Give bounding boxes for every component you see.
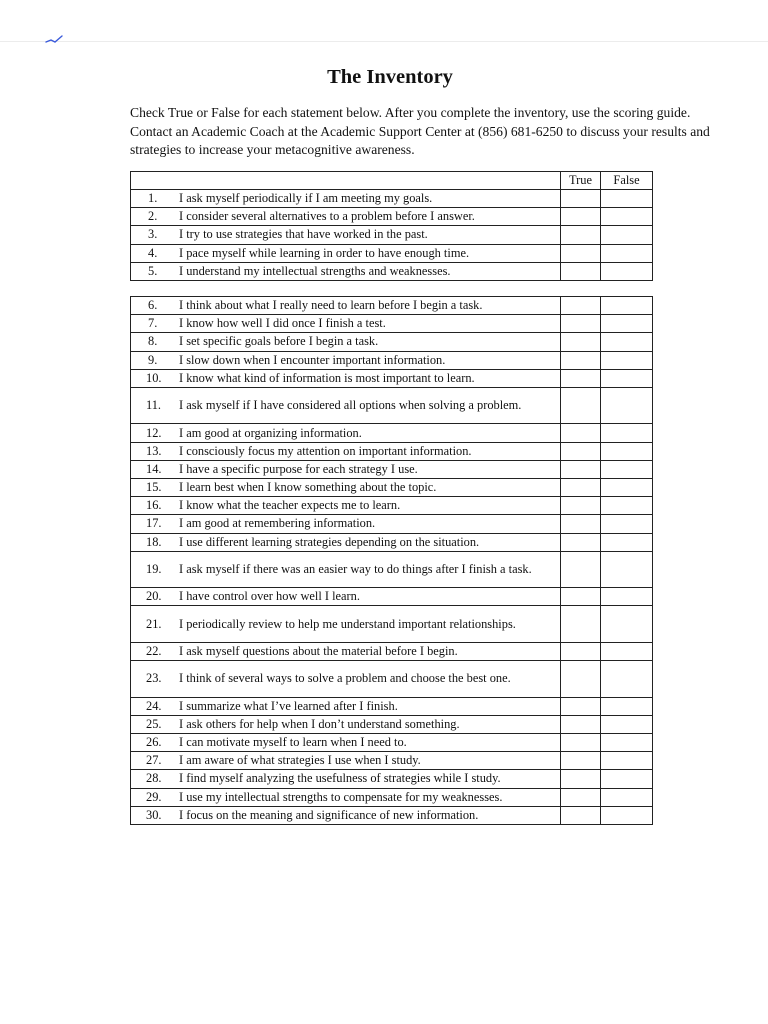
false-checkbox-cell[interactable] [601, 226, 653, 244]
table-header-row [131, 172, 653, 190]
statement-number: 24. [146, 698, 162, 713]
false-checkbox-cell[interactable] [601, 533, 653, 551]
true-checkbox-cell[interactable] [561, 262, 601, 280]
statement-text: I have a specific purpose for each strategy I use. [179, 461, 418, 476]
table-row [131, 208, 653, 226]
statement-text: I ask others for help when I don’t understand something. [179, 716, 460, 731]
statement-cell [131, 424, 561, 442]
true-checkbox-cell[interactable] [561, 770, 601, 788]
statement-cell [131, 262, 561, 280]
statement-cell [131, 715, 561, 733]
false-checkbox-cell[interactable] [601, 387, 653, 424]
statement-text: I find myself analyzing the usefulness of strategies while I study. [179, 771, 501, 786]
statement-cell [131, 588, 561, 606]
table-row [131, 424, 653, 442]
table-row [131, 770, 653, 788]
false-checkbox-cell[interactable] [601, 588, 653, 606]
statement [131, 226, 560, 243]
false-checkbox-cell[interactable] [601, 262, 653, 280]
statement-number: 6. [148, 298, 158, 313]
false-checkbox-cell[interactable] [601, 515, 653, 533]
statement-cell [131, 351, 561, 369]
statement-number: 7. [148, 316, 158, 331]
statement-cell [131, 442, 561, 460]
statement [131, 670, 560, 687]
inventory-table-body-1 [131, 172, 653, 281]
statement-cell [131, 190, 561, 208]
table-row [131, 262, 653, 280]
false-checkbox-cell[interactable] [601, 244, 653, 262]
table-row [131, 479, 653, 497]
true-checkbox-cell[interactable] [561, 515, 601, 533]
statement-number: 17. [146, 516, 162, 531]
statement-text: I know what kind of information is most important to learn. [179, 370, 475, 385]
table-row [131, 190, 653, 208]
statement-cell [131, 479, 561, 497]
statement [131, 315, 560, 332]
inventory-table-body-2 [131, 297, 653, 825]
table-row [131, 297, 653, 315]
true-checkbox-cell[interactable] [561, 442, 601, 460]
statement-text: I try to use strategies that have worked in the past. [179, 227, 428, 242]
statement-number: 21. [146, 616, 162, 631]
table-row [131, 387, 653, 424]
header-statement-cell [131, 172, 561, 190]
true-checkbox-cell[interactable] [561, 588, 601, 606]
statement [131, 616, 560, 633]
true-checkbox-cell[interactable] [561, 387, 601, 424]
statement [131, 370, 560, 387]
false-checkbox-cell[interactable] [601, 424, 653, 442]
false-checkbox-cell[interactable] [601, 333, 653, 351]
statement-cell [131, 788, 561, 806]
statement-cell [131, 606, 561, 643]
true-checkbox-cell[interactable] [561, 715, 601, 733]
statement [131, 752, 560, 769]
statement [131, 534, 560, 551]
statement-number: 9. [148, 352, 158, 367]
true-checkbox-cell[interactable] [561, 297, 601, 315]
statement-number: 11. [146, 398, 162, 413]
false-checkbox-cell[interactable] [601, 479, 653, 497]
statement-text: I slow down when I encounter important information. [179, 352, 446, 367]
statement-cell [131, 533, 561, 551]
table-row [131, 515, 653, 533]
statement-text: I ask myself questions about the material before I begin. [179, 644, 458, 659]
statement-text: I use different learning strategies depending on the situation. [179, 534, 480, 549]
statement-cell [131, 515, 561, 533]
true-checkbox-cell[interactable] [561, 424, 601, 442]
true-checkbox-cell[interactable] [561, 697, 601, 715]
statement-number: 27. [146, 753, 162, 768]
statement [131, 461, 560, 478]
statement-number: 12. [146, 425, 162, 440]
table-row [131, 497, 653, 515]
inventory-table-part-2 [130, 296, 653, 825]
statement [131, 588, 560, 605]
true-checkbox-cell[interactable] [561, 606, 601, 643]
statement-number: 28. [146, 771, 162, 786]
statement-text: I use my intellectual strengths to compensate for my weaknesses. [179, 789, 503, 804]
table-row [131, 551, 653, 588]
statement-text: I am aware of what strategies I use when I study. [179, 753, 421, 768]
statement [131, 397, 560, 414]
statement-text: I consciously focus my attention on important information. [179, 443, 472, 458]
table-row [131, 351, 653, 369]
table-row [131, 442, 653, 460]
statement-number: 20. [146, 589, 162, 604]
true-checkbox-cell[interactable] [561, 460, 601, 478]
false-checkbox-cell[interactable] [601, 460, 653, 478]
statement-text: I can motivate myself to learn when I need to. [179, 735, 407, 750]
statement-text: I consider several alternatives to a problem before I answer. [179, 209, 475, 224]
statement [131, 807, 560, 824]
statement-number: 18. [146, 534, 162, 549]
table-row [131, 606, 653, 643]
true-checkbox-cell[interactable] [561, 497, 601, 515]
statement-cell [131, 752, 561, 770]
statement-text: I ask myself if I have considered all options when solving a problem. [179, 398, 522, 413]
false-checkbox-cell[interactable] [601, 442, 653, 460]
false-checkbox-cell[interactable] [601, 715, 653, 733]
statement [131, 479, 560, 496]
true-checkbox-cell[interactable] [561, 551, 601, 588]
page-top-divider [0, 41, 768, 42]
false-checkbox-cell[interactable] [601, 606, 653, 643]
statement-number: 1. [148, 191, 158, 206]
statement-number: 8. [148, 334, 158, 349]
statement-text: I am good at remembering information. [179, 516, 376, 531]
statement [131, 263, 560, 280]
statement-text: I learn best when I know something about the topic. [179, 480, 437, 495]
table-row [131, 715, 653, 733]
false-checkbox-cell[interactable] [601, 788, 653, 806]
true-checkbox-cell[interactable] [561, 788, 601, 806]
statement [131, 770, 560, 787]
statement-text: I understand my intellectual strengths and weaknesses. [179, 263, 451, 278]
statement-cell [131, 244, 561, 262]
statement-cell [131, 315, 561, 333]
statement-cell [131, 806, 561, 824]
statement-cell [131, 551, 561, 588]
false-checkbox-cell[interactable] [601, 770, 653, 788]
statement-text: I ask myself if there was an easier way to do things after I finish a task. [179, 562, 532, 576]
statement-cell [131, 697, 561, 715]
statement-number: 25. [146, 716, 162, 731]
statement-cell [131, 734, 561, 752]
statement-cell [131, 369, 561, 387]
statement-text: I periodically review to help me understand important relationships. [179, 616, 516, 631]
table-row [131, 661, 653, 698]
statement-text: I ask myself periodically if I am meeting my goals. [179, 191, 433, 206]
statement-number: 22. [146, 644, 162, 659]
table-row [131, 734, 653, 752]
false-checkbox-cell[interactable] [601, 315, 653, 333]
true-checkbox-cell[interactable] [561, 208, 601, 226]
statement-number: 30. [146, 807, 162, 822]
true-checkbox-cell[interactable] [561, 315, 601, 333]
statement-text: I focus on the meaning and significance of new information. [179, 807, 479, 822]
table-row [131, 460, 653, 478]
statement-cell [131, 208, 561, 226]
true-checkbox-cell[interactable] [561, 661, 601, 698]
statement [131, 443, 560, 460]
inventory-table-part-1 [130, 171, 653, 281]
true-checkbox-cell[interactable] [561, 642, 601, 660]
statement-cell [131, 661, 561, 698]
statement-number: 5. [148, 263, 158, 278]
statement [131, 734, 560, 751]
statement [131, 425, 560, 442]
statement-cell [131, 333, 561, 351]
true-checkbox-cell[interactable] [561, 479, 601, 497]
page-title: The Inventory [327, 66, 453, 88]
statement-number: 29. [146, 789, 162, 804]
false-checkbox-cell[interactable] [601, 661, 653, 698]
table-row [131, 588, 653, 606]
true-checkbox-cell[interactable] [561, 333, 601, 351]
true-checkbox-cell[interactable] [561, 369, 601, 387]
table-row [131, 333, 653, 351]
table-row [131, 752, 653, 770]
false-checkbox-cell[interactable] [601, 351, 653, 369]
statement-number: 3. [148, 227, 158, 242]
false-checkbox-cell[interactable] [601, 369, 653, 387]
table-row [131, 788, 653, 806]
false-checkbox-cell[interactable] [601, 190, 653, 208]
statement-number: 4. [148, 245, 158, 260]
true-checkbox-cell[interactable] [561, 806, 601, 824]
statement-text: I think about what I really need to learn before I begin a task. [179, 298, 483, 313]
statement-text: I know what the teacher expects me to learn. [179, 498, 401, 513]
statement-text: I summarize what I’ve learned after I finish. [179, 698, 398, 713]
table-row [131, 533, 653, 551]
false-checkbox-cell[interactable] [601, 497, 653, 515]
statement [131, 297, 560, 314]
statement-number: 2. [148, 209, 158, 224]
false-checkbox-cell[interactable] [601, 806, 653, 824]
statement-text: I have control over how well I learn. [179, 589, 360, 604]
statement-text: I set specific goals before I begin a task. [179, 334, 379, 349]
true-checkbox-cell[interactable] [561, 190, 601, 208]
statement-number: 19. [146, 562, 162, 576]
statement-cell [131, 460, 561, 478]
statement [131, 643, 560, 660]
statement-text: I am good at organizing information. [179, 425, 362, 440]
statement-cell [131, 297, 561, 315]
true-checkbox-cell[interactable] [561, 226, 601, 244]
table-row [131, 642, 653, 660]
table-row [131, 315, 653, 333]
true-checkbox-cell[interactable] [561, 351, 601, 369]
false-checkbox-cell[interactable] [601, 752, 653, 770]
false-checkbox-cell[interactable] [601, 697, 653, 715]
statement-text: I know how well I did once I finish a test. [179, 316, 386, 331]
statement-number: 13. [146, 443, 162, 458]
statement-cell [131, 387, 561, 424]
statement-number: 10. [146, 370, 162, 385]
statement [131, 497, 560, 514]
statement [131, 333, 560, 350]
true-checkbox-cell[interactable] [561, 734, 601, 752]
statement-text: I think of several ways to solve a problem and choose the best one. [179, 671, 511, 686]
statement-number: 14. [146, 461, 162, 476]
true-checkbox-cell[interactable] [561, 752, 601, 770]
statement [131, 716, 560, 733]
statement [131, 208, 560, 225]
instructions-paragraph: Check True or False for each statement below. After you complete the inventory, use the scoring guide. Contact an Academic Coach at the Academic Support Center at (856) 681-6250 to discuss your results and strategies to increase your metacognitive awareness. [130, 105, 710, 157]
statement-number: 23. [146, 671, 162, 686]
statement [131, 561, 560, 578]
statement-text: I pace myself while learning in order to have enough time. [179, 245, 470, 260]
table-row [131, 226, 653, 244]
statement [131, 698, 560, 715]
statement-cell [131, 642, 561, 660]
true-checkbox-cell[interactable] [561, 244, 601, 262]
statement-cell [131, 226, 561, 244]
table-row [131, 806, 653, 824]
false-checkbox-cell[interactable] [601, 208, 653, 226]
header-true: True [561, 172, 601, 190]
table-row [131, 244, 653, 262]
true-checkbox-cell[interactable] [561, 533, 601, 551]
false-checkbox-cell[interactable] [601, 734, 653, 752]
statement-cell [131, 770, 561, 788]
statement [131, 245, 560, 262]
table-row [131, 369, 653, 387]
statement-number: 26. [146, 735, 162, 750]
table-row [131, 697, 653, 715]
statement-number: 15. [146, 480, 162, 495]
false-checkbox-cell[interactable] [601, 551, 653, 588]
statement-number: 16. [146, 498, 162, 513]
statement [131, 515, 560, 532]
header-false: False [601, 172, 653, 190]
statement [131, 352, 560, 369]
pen-mark-icon [44, 30, 66, 46]
statement [131, 789, 560, 806]
false-checkbox-cell[interactable] [601, 297, 653, 315]
statement [131, 190, 560, 207]
statement-cell [131, 497, 561, 515]
false-checkbox-cell[interactable] [601, 642, 653, 660]
